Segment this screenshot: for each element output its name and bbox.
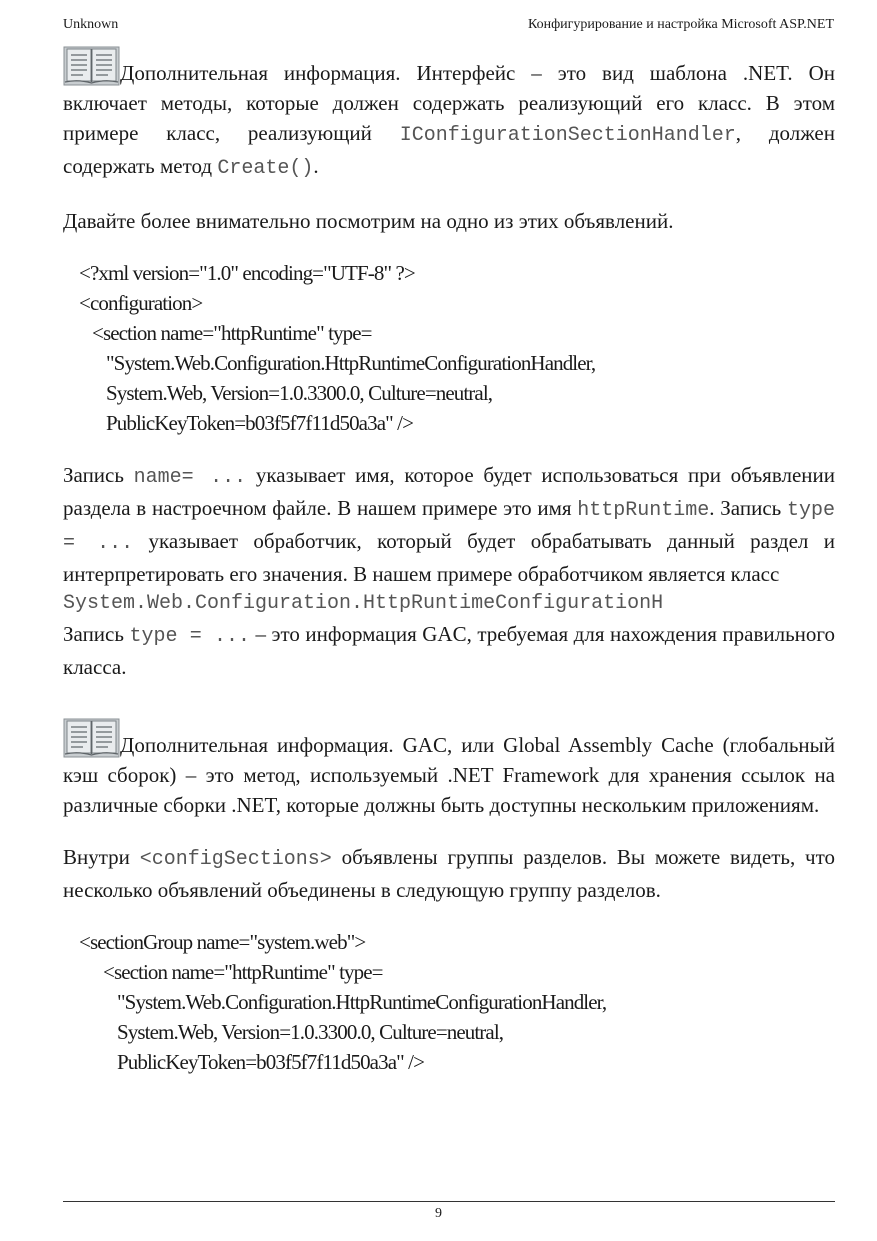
code-line: PublicKeyToken=b03f5f7f11d50a3a" />: [117, 1050, 425, 1074]
code-line: "System.Web.Configuration.HttpRuntimeConfigurationHandler,: [117, 990, 607, 1014]
paragraph-config-sections: Внутри <configSections> объявлены группы разделов. Вы можете видеть, что несколько объявлений объединены в следующую группу разделов.: [63, 845, 835, 902]
code-line: <sectionGroup name="system.web">: [79, 930, 366, 954]
note-text: Дополнительная информация. GAC, или Global Assembly Cache (глобальный кэш сборок) – это метод, используемый .NET Framework для хранения ссылок на различные сборки .NET, которые должны быть доступны нескольким приложениям.: [63, 733, 835, 817]
code-inline: name= ...: [133, 466, 247, 489]
paragraph-name-type: Запись name= ... указывает имя, которое будет использоваться при объявлении раздела в настроечном файле. В нашем примере это имя httpRuntime. Запись type = ... указывает обработчик, который будет обрабатывать данный раздел и интерпретировать его значения. В нашем примере обработчиком является класс: [63, 463, 835, 586]
note-text: Дополнительная информация. Интерфейс – это вид шаблона .NET. Он включает методы, которые должен содержать реализующий его класс. В этом примере класс, реализующий: [63, 61, 835, 145]
code-inline: type = ...: [129, 625, 250, 648]
book-icon: [63, 46, 120, 86]
info-note-interface: [63, 58, 835, 184]
code-line: <?xml version="1.0" encoding="UTF-8" ?>: [79, 261, 415, 285]
code-line: <configuration>: [79, 291, 203, 315]
page-number: 9: [435, 1206, 442, 1221]
code-line: System.Web, Version=1.0.3300.0, Culture=neutral,: [117, 1020, 504, 1044]
book-icon: [63, 718, 120, 758]
code-block-section-group: [63, 927, 835, 1077]
code-inline: httpRuntime: [577, 499, 710, 522]
note-text: , должен содержать метод: [63, 121, 835, 178]
code-method-name: Create(): [217, 157, 314, 180]
code-interface-name: IConfigurationSectionHandler: [399, 124, 736, 147]
code-line: <section name="httpRuntime" type=: [92, 321, 372, 345]
info-note-gac: [63, 730, 835, 820]
code-block-section: [63, 258, 835, 438]
note-text: .: [313, 154, 319, 178]
running-header-author: Unknown: [63, 17, 119, 32]
code-class-name: System.Web.Configuration.HttpRuntimeConfigurationH: [63, 592, 664, 615]
footer-divider: [63, 1201, 835, 1202]
code-line: System.Web, Version=1.0.3300.0, Culture=neutral,: [106, 381, 493, 405]
paragraph-intro: Давайте более внимательно посмотрим на одно из этих объявлений.: [63, 209, 674, 233]
running-header-title: Конфигурирование и настройка Microsoft ASP.NET: [527, 17, 834, 32]
code-inline: <configSections>: [139, 848, 332, 871]
page-body: [63, 58, 835, 1077]
paragraph-gac-info: Запись type = ... – это информация GAC, требуемая для нахождения правильного класса.: [63, 622, 835, 679]
code-line: PublicKeyToken=b03f5f7f11d50a3a" />: [106, 411, 414, 435]
code-inline: type = ...: [63, 499, 835, 555]
code-line: "System.Web.Configuration.HttpRuntimeConfigurationHandler,: [106, 351, 596, 375]
code-line: <section name="httpRuntime" type=: [103, 960, 383, 984]
